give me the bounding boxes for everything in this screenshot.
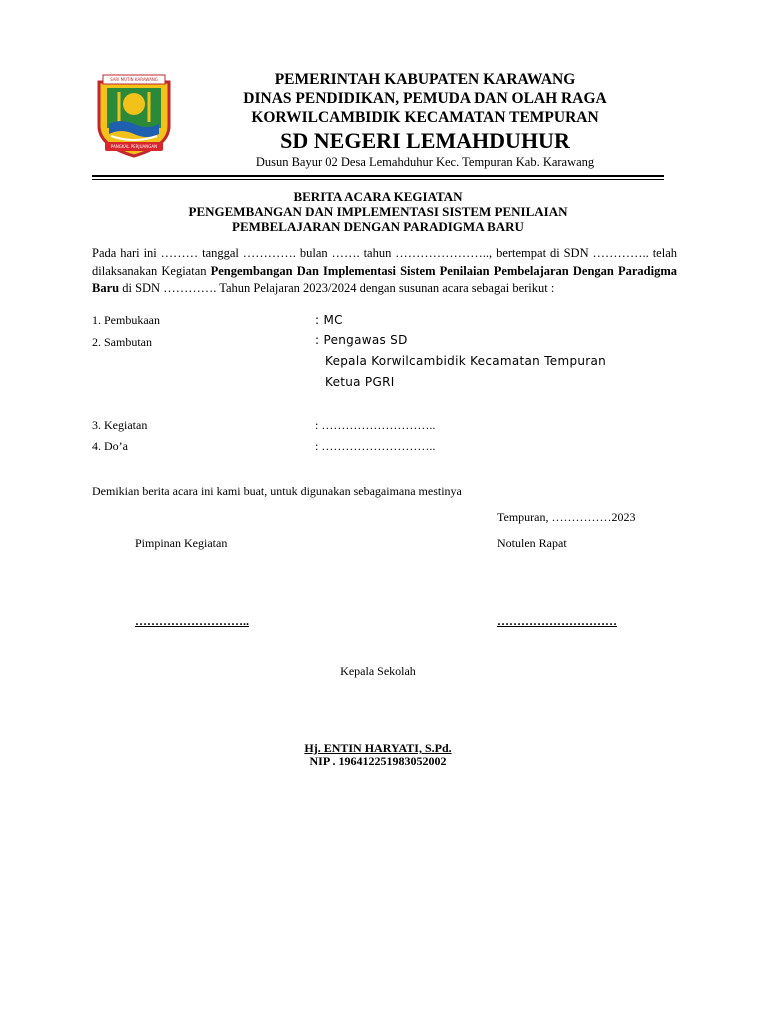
principal-nip: NIP . 196412251983052002 <box>309 754 447 768</box>
principal-name: Hj. ENTIN HARYATI, S.Pd. <box>304 741 452 755</box>
header-government: PEMERINTAH KABUPATEN KARAWANG <box>274 71 576 88</box>
logo-bottom-text: PANGKAL PERJUANGAN <box>110 144 158 149</box>
intro-text-end: di SDN …………. Tahun Pelajaran 2023/2024 dengan susunan acara sebagai berikut : <box>119 281 555 295</box>
header-address: Dusun Bayur 02 Desa Lemahduhur Kec. Tempuran Kab. Karawang <box>255 155 595 169</box>
agenda-item4-value: : ……………………….. <box>315 439 436 453</box>
agenda-item2-value2: Kepala Korwilcambidik Kecamatan Tempuran <box>325 354 607 368</box>
logo-top-text: SARI MUTIN KARAWANG <box>110 77 158 82</box>
agenda-item2-label: 2. Sambutan <box>92 335 152 349</box>
intro-activity-name: Pengembangan Dan Implementasi Sistem Penilaian Pembelajaran Dengan Paradigma Baru <box>92 263 677 295</box>
agenda-item2-value1: : Pengawas SD <box>315 333 408 347</box>
doc-title-line3: PEMBELAJARAN DENGAN PARADIGMA BARU <box>232 219 524 234</box>
header-korwil: KORWILCAMBIDIK KECAMATAN TEMPURAN <box>251 109 599 126</box>
signature-right-title: Notulen Rapat <box>497 536 567 550</box>
doc-title-line2: PENGEMBANGAN DAN IMPLEMENTASI SISTEM PENILAIAN <box>188 204 568 219</box>
header-department: DINAS PENDIDIKAN, PEMUDA DAN OLAH RAGA <box>243 90 607 107</box>
header-divider-thick <box>92 175 664 177</box>
agenda-item1-label: 1. Pembukaan <box>92 313 160 327</box>
principal-title: Kepala Sekolah <box>340 664 416 678</box>
agenda-item1-value: : MC <box>315 313 343 327</box>
place-date: Tempuran, ……………2023 <box>497 510 636 524</box>
header-divider-thin <box>92 179 664 180</box>
header-school-name: SD NEGERI LEMAHDUHUR <box>280 128 570 153</box>
agenda-item4-label: 4. Do’a <box>92 439 128 453</box>
agenda-item2-value3: Ketua PGRI <box>325 375 395 389</box>
signature-right-name: ………………………… <box>497 614 617 628</box>
intro-text-start: Pada hari ini ……… tanggal …………. bulan ……. tahun ………………….., bertempat di SDN ………….. telah dilaksanakan Kegiatan <box>92 246 677 278</box>
intro-paragraph <box>92 245 677 298</box>
signature-left-title: Pimpinan Kegiatan <box>135 536 228 550</box>
agenda-item3-value: : ……………………….. <box>315 418 436 432</box>
closing-statement: Demikian berita acara ini kami buat, untuk digunakan sebagaimana mestinya <box>92 484 462 498</box>
agenda-item3-label: 3. Kegiatan <box>92 418 148 432</box>
signature-left-name: ……………………….. <box>135 614 249 628</box>
regency-logo <box>95 74 173 158</box>
doc-title-line1: BERITA ACARA KEGIATAN <box>293 189 463 204</box>
